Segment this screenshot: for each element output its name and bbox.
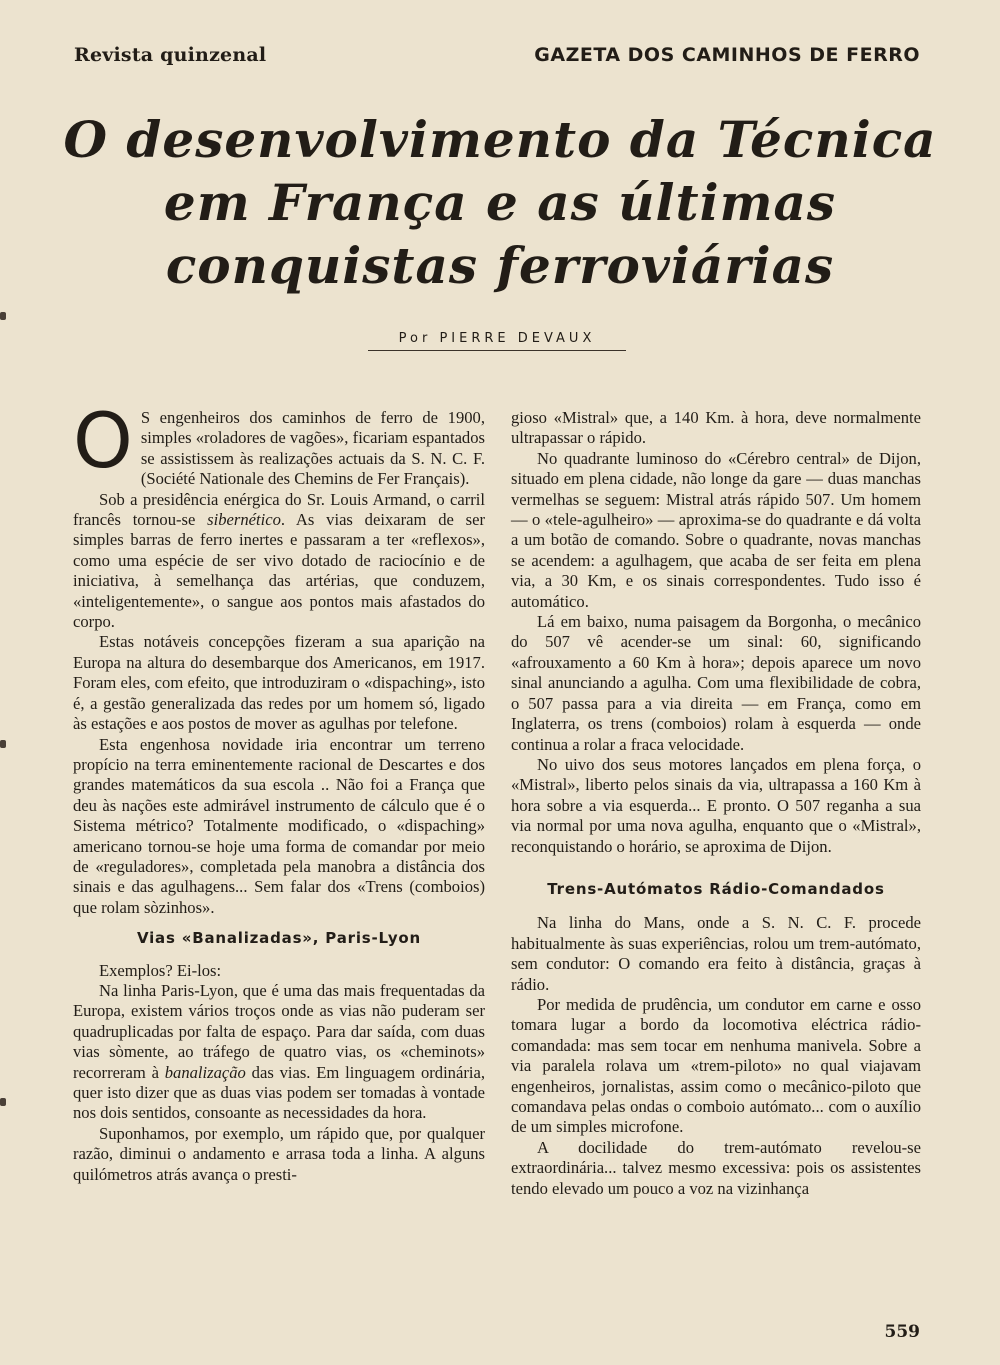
section-heading-vias: Vias «Banalizadas», Paris-Lyon <box>136 929 422 948</box>
paragraph-4: No uivo dos seus motores lançados em plena força, o «Mistral», liberto pelos sinais da via, ultrapassa a 160 Km à hora sobre a via esquerda... E pronto. O 507 reganha a sua via normal por uma nova agulha, enquanto que o «Mistral», reconquistando o horário, se aproxima de Dijon. <box>511 754 921 856</box>
binding-hole-mark <box>0 740 6 748</box>
paragraph-2-text-a: Sob a presidência enérgica do Sr. Louis Armand, o carril francês tornou-se <box>73 489 485 530</box>
section-heading-trens: Trens-Autómatos Rádio-Comandados <box>547 879 885 898</box>
paragraph-continued: gioso «Mistral» que, a 140 Km. à hora, deve normalmente ultrapassar o rápido. <box>511 408 921 448</box>
article-title: O desenvolvimento da Técnica em França e as últimas conquistas ferroviárias <box>63 110 937 295</box>
running-header-right: GAZETA DOS CAMINHOS DE FERRO <box>534 44 920 66</box>
paragraph-2-text-b: . As vias deixaram de ser simples barras de ferro inertes e passaram a ter «reflexos», como uma espécie de ser vivo dotado de raciocínio e de iniciativa, à semelhança das artérias, que conduzem, «inteligentemente», o sangue aos pontos mais afastados do corpo. <box>73 510 486 632</box>
article-byline: Por PIERRE DEVAUX <box>368 331 626 351</box>
paragraph-2 <box>73 490 485 633</box>
paragraph-3: Estas notáveis concepções fizeram a sua aparição na Europa na altura do desembarque dos Americanos, em 1917. Foram eles, com efeito, que introduziram o «dispaching», isto é, a gestão generalizada das redes por um homem só, ligado às estações e aos postos de mover as agulhas por telefone. <box>73 632 485 734</box>
paragraph-6 <box>73 981 485 1124</box>
paragraph-1 <box>73 396 485 490</box>
paragraph-2: No quadrante luminoso do «Cérebro central» de Dijon, situado em plena cidade, não longe da gare — duas manchas vermelhas se seguem: Mistral atrás rápido 507. Um homem — o «tele-agulheiro» — aproxima-se do quadrante e dá volta a um botão de comando. Sobre o quadrante, novas manchas se acendem: a agulhagem, que acaba de ser feita em plena via, a 30 Km, e os sinais correspondentes. Tudo isso é automático. <box>511 448 921 611</box>
paragraph-5: Na linha do Mans, onde a S. N. C. F. procede habitualmente às suas experiências, rolou um trem-autómato, sem condutor: O comando era feito à distância, graças à rádio. <box>511 913 921 994</box>
paragraph-7: A docilidade do trem-autómato revelou-se extraordinária... talvez mesmo excessiva: pois os assistentes tendo elevado um pouco a voz na vizinhança <box>511 1137 921 1198</box>
paragraph-6: Por medida de prudência, um condutor em carne e osso tomara lugar a bordo da locomotiva eléctrica rádio-comandada: mas sem tocar em nenhuma manivela. Sobre a via paralela rolava um «trem-piloto» no qual viajavam engenheiros, jornalistas, assim como o mecânico-piloto que comandava pelas ondas o comboio autómato... com o auxílio de um simples microfone. <box>511 994 921 1137</box>
paragraph-3: Lá em baixo, numa paisagem da Borgonha, o mecânico do 507 vê acender-se um sinal: 60, significando «afrouxamento a 60 Km à hora»; depois aparece um novo sinal anunciando a agulha. Com uma flexibilidade de cobra, o 507 passa para a via direita — em França, como em Inglaterra, os trens (comboios) rolam à esquerda — onde continua a rolar a fraca velocidade. <box>511 612 921 754</box>
running-header-left: Revista quinzenal <box>74 44 267 66</box>
paragraph-4: Esta engenhosa novidade iria encontrar um terreno propício na terra eminentemente racional de Descartes e dos grandes matemáticos da sua escola .. Não foi a França que deu às nações este admirável instrumento de cálculo que é o Sistema métrico? Totalmente modificado, o «dispaching» americano tornou-se hoje uma forma de comandar por meio de «reguladores», completada pela manobra a distância dos sinais e das agulhagens... Sem falar dos «Trens (comboios) que rolam sòzinhos». <box>73 734 485 917</box>
italic-term: sibernético <box>207 510 281 530</box>
right-column <box>511 408 921 1199</box>
binding-hole-mark <box>0 1098 6 1106</box>
drop-cap: O <box>73 396 133 485</box>
italic-term: banalização <box>164 1062 246 1082</box>
paragraph-5: Exemplos? Ei-los: <box>99 960 222 980</box>
page-number: 559 <box>884 1322 920 1342</box>
binding-hole-mark <box>0 312 6 320</box>
paragraph-6-text-a: Na linha Paris-Lyon, que é uma das mais frequentadas da Europa, existem vários troços onde as vias não puderam ser quadruplicadas por falta de espaço. Para dar saída, com duas vias sòmente, ao tráfego de quatro vias, os «cheminots» recorreram à <box>73 980 485 1082</box>
paragraph-6-text-b: das vias. Em linguagem ordinária, quer isto dizer que as duas vias podem ser tomadas à vontade nos dois sentidos, consoante as necessidades da hora. <box>73 1062 485 1123</box>
paragraph-1-text: S engenheiros dos caminhos de ferro de 1900, simples «roladores de vagões», ficariam espantados se assistissem às realizações actuais da S. N. C. F. (Société Nationale des Chemins de Fer Français). <box>140 408 485 489</box>
left-column <box>73 396 486 1185</box>
paragraph-7: Suponhamos, por exemplo, um rápido que, por qualquer razão, diminui o andamento e arrasa toda a linha. A alguns quilómetros atrás avança o presti- <box>73 1123 485 1184</box>
